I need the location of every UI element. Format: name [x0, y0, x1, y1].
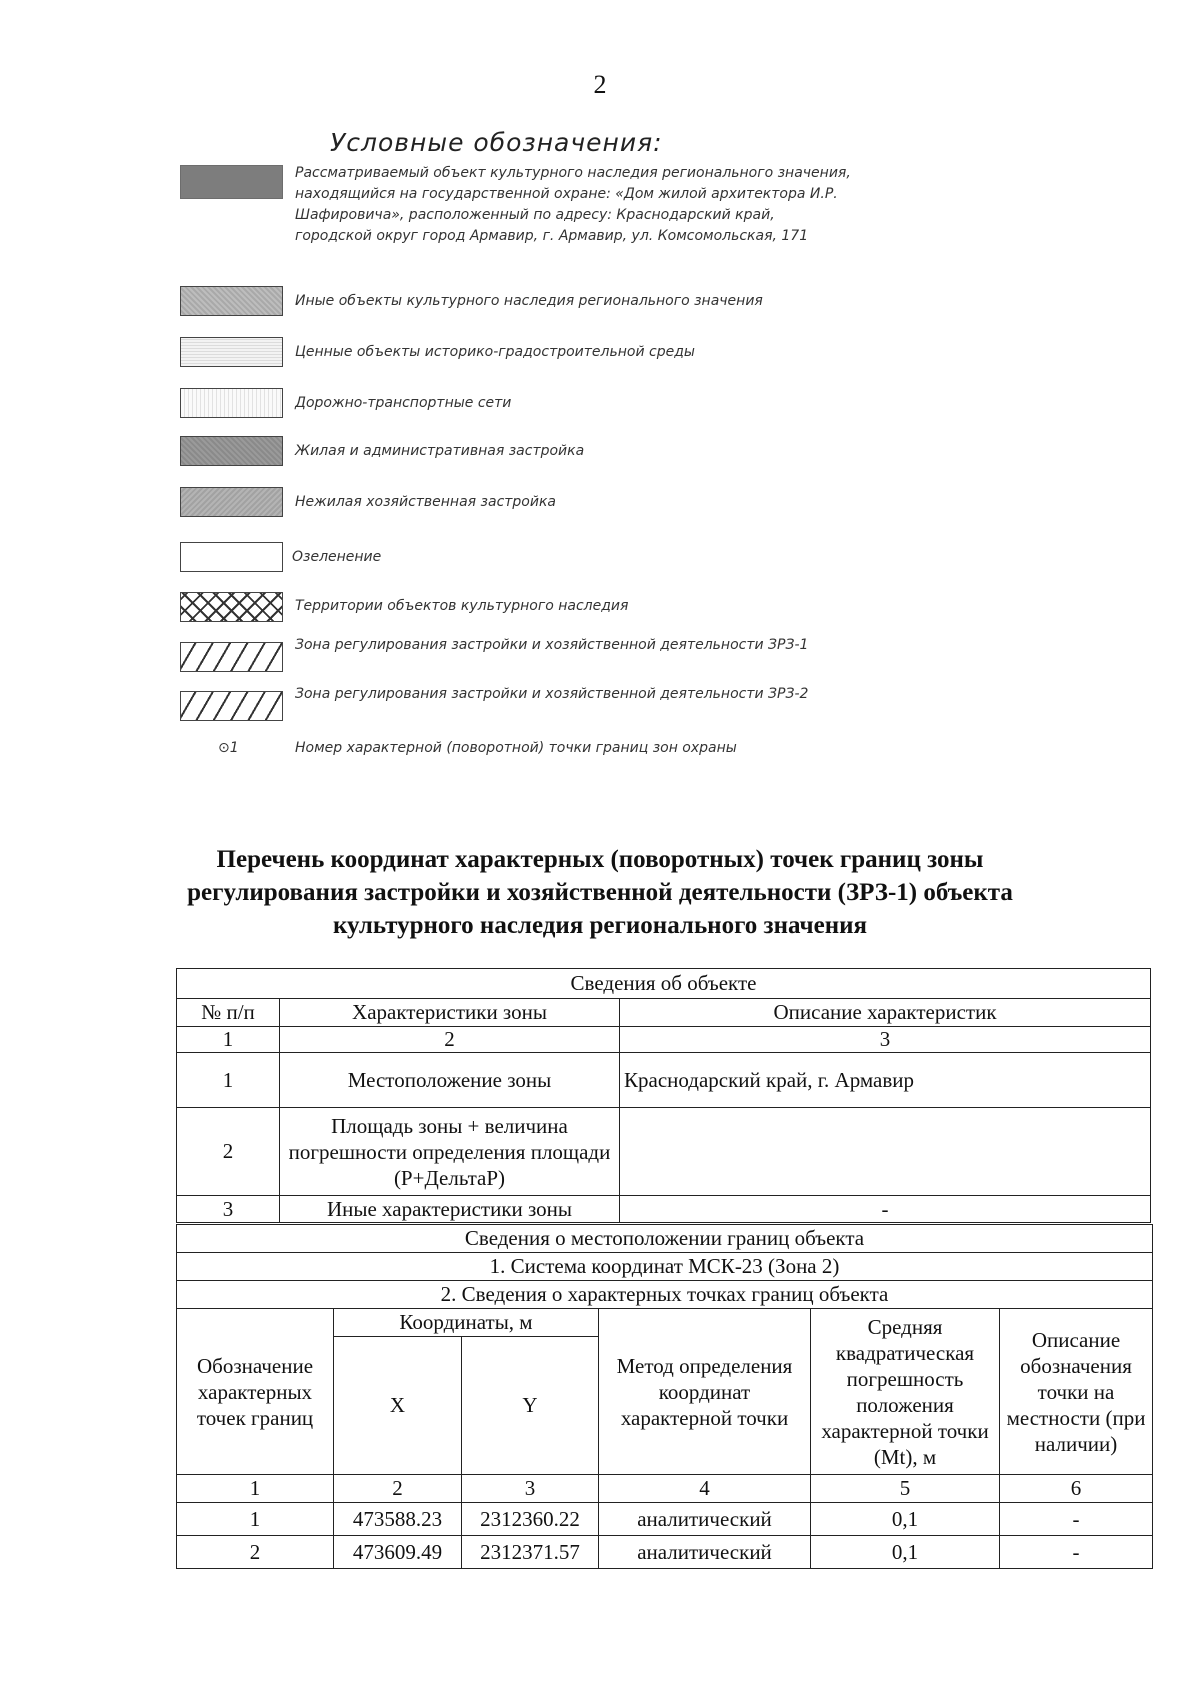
col-number: 3 — [620, 1027, 1151, 1053]
row-number: 3 — [177, 1196, 280, 1223]
description-cell — [620, 1108, 1151, 1196]
characteristic-cell: Площадь зоны + величина погрешности определения площади (Р+ДельтаР) — [280, 1108, 620, 1196]
point-y: 2312371.57 — [462, 1536, 599, 1569]
legend-swatch — [180, 592, 283, 622]
table-row — [177, 1108, 1151, 1196]
legend-swatch — [180, 487, 283, 517]
coordinates-header: Координаты, м — [334, 1309, 599, 1337]
point-x: 473588.23 — [334, 1503, 462, 1536]
legend-title: Условные обозначения: — [330, 128, 663, 157]
col-number: 2 — [334, 1475, 462, 1503]
point-method: аналитический — [599, 1503, 811, 1536]
col-header: № п/п — [177, 999, 280, 1027]
characteristic-cell: Иные характеристики зоны — [280, 1196, 620, 1223]
points-header: 2. Сведения о характерных точках границ объекта — [177, 1281, 1153, 1309]
legend-label: Зона регулирования застройки и хозяйственной деятельности ЗРЗ-1 — [295, 637, 809, 653]
col-number: 3 — [462, 1475, 599, 1503]
legend-label: Дорожно-транспортные сети — [295, 395, 512, 411]
y-header: Y — [462, 1337, 599, 1475]
point-mt: 0,1 — [811, 1503, 1000, 1536]
legend-label: Озеленение — [292, 549, 382, 565]
page-number: 2 — [593, 70, 607, 99]
col-number: 4 — [599, 1475, 811, 1503]
characteristic-cell: Местоположение зоны — [280, 1053, 620, 1108]
object-info-header: Сведения об объекте — [177, 969, 1151, 999]
method-header: Метод определения координат характерной точки — [599, 1309, 811, 1475]
legend-swatch — [180, 691, 283, 721]
table-row — [177, 1196, 1151, 1223]
legend-swatch — [180, 388, 283, 418]
legend-label: Зона регулирования застройки и хозяйственной деятельности ЗРЗ-2 — [295, 686, 809, 702]
col-header: Характеристики зоны — [280, 999, 620, 1027]
row-number: 2 — [177, 1108, 280, 1196]
point-desc: - — [1000, 1536, 1153, 1569]
col-number: 1 — [177, 1027, 280, 1053]
description-cell: Краснодарский край, г. Армавир — [620, 1053, 1151, 1108]
legend-swatch — [180, 436, 283, 466]
point-x: 473609.49 — [334, 1536, 462, 1569]
x-header: X — [334, 1337, 462, 1475]
section-title: Перечень координат характерных (поворотных) точек границ зоны регулирования застройки и хозяйственной деятельности (ЗРЗ-1) объекта культурного наследия регионального значения — [187, 846, 1013, 939]
designation-header: Обозначение характерных точек границ — [177, 1309, 334, 1475]
point-y: 2312360.22 — [462, 1503, 599, 1536]
legend-swatch — [180, 642, 283, 672]
legend-swatch — [180, 165, 283, 199]
object-info-table — [176, 968, 1151, 1223]
boundary-info-header: Сведения о местоположении границ объекта — [177, 1225, 1153, 1253]
col-number: 2 — [280, 1027, 620, 1053]
point-mt: 0,1 — [811, 1536, 1000, 1569]
legend-label: Иные объекты культурного наследия регионального значения — [295, 293, 763, 309]
legend-label: Номер характерной (поворотной) точки границ зон охраны — [295, 740, 737, 756]
coord-system: 1. Система координат МСК-23 (Зона 2) — [177, 1253, 1153, 1281]
point-method: аналитический — [599, 1536, 811, 1569]
legend-label: Территории объектов культурного наследия — [295, 598, 629, 614]
legend-swatch — [180, 286, 283, 316]
col-number: 6 — [1000, 1475, 1153, 1503]
description-header: Описание обозначения точки на местности (при наличии) — [1000, 1309, 1153, 1475]
legend-label: Нежилая хозяйственная застройка — [295, 494, 557, 510]
point-desc: - — [1000, 1503, 1153, 1536]
boundary-points-table — [176, 1224, 1153, 1569]
table-row — [177, 1536, 1153, 1569]
point-id: 2 — [177, 1536, 334, 1569]
col-number: 1 — [177, 1475, 334, 1503]
point-marker-icon: ⊙1 — [218, 740, 239, 756]
col-header: Описание характеристик — [620, 999, 1151, 1027]
legend-swatch — [180, 337, 283, 367]
legend-label: Рассматриваемый объект культурного наследия регионального значения, находящийся на государственной охране: «Дом жилой архитектора И.Р. Шафировича», расположенный по адресу: Краснодарский край, городской округ город Армавир, г. Армавир, ул. Комсомольская, 171 — [295, 165, 851, 244]
legend-swatch — [180, 542, 283, 572]
description-cell: - — [620, 1196, 1151, 1223]
legend-label: Жилая и административная застройка — [295, 443, 585, 459]
col-number: 5 — [811, 1475, 1000, 1503]
legend-label: Ценные объекты историко-градостроительной среды — [295, 344, 695, 360]
table-row — [177, 1503, 1153, 1536]
error-header: Средняя квадратическая погрешность положения характерной точки (Mt), м — [811, 1309, 1000, 1475]
point-id: 1 — [177, 1503, 334, 1536]
row-number: 1 — [177, 1053, 280, 1108]
table-row — [177, 1053, 1151, 1108]
